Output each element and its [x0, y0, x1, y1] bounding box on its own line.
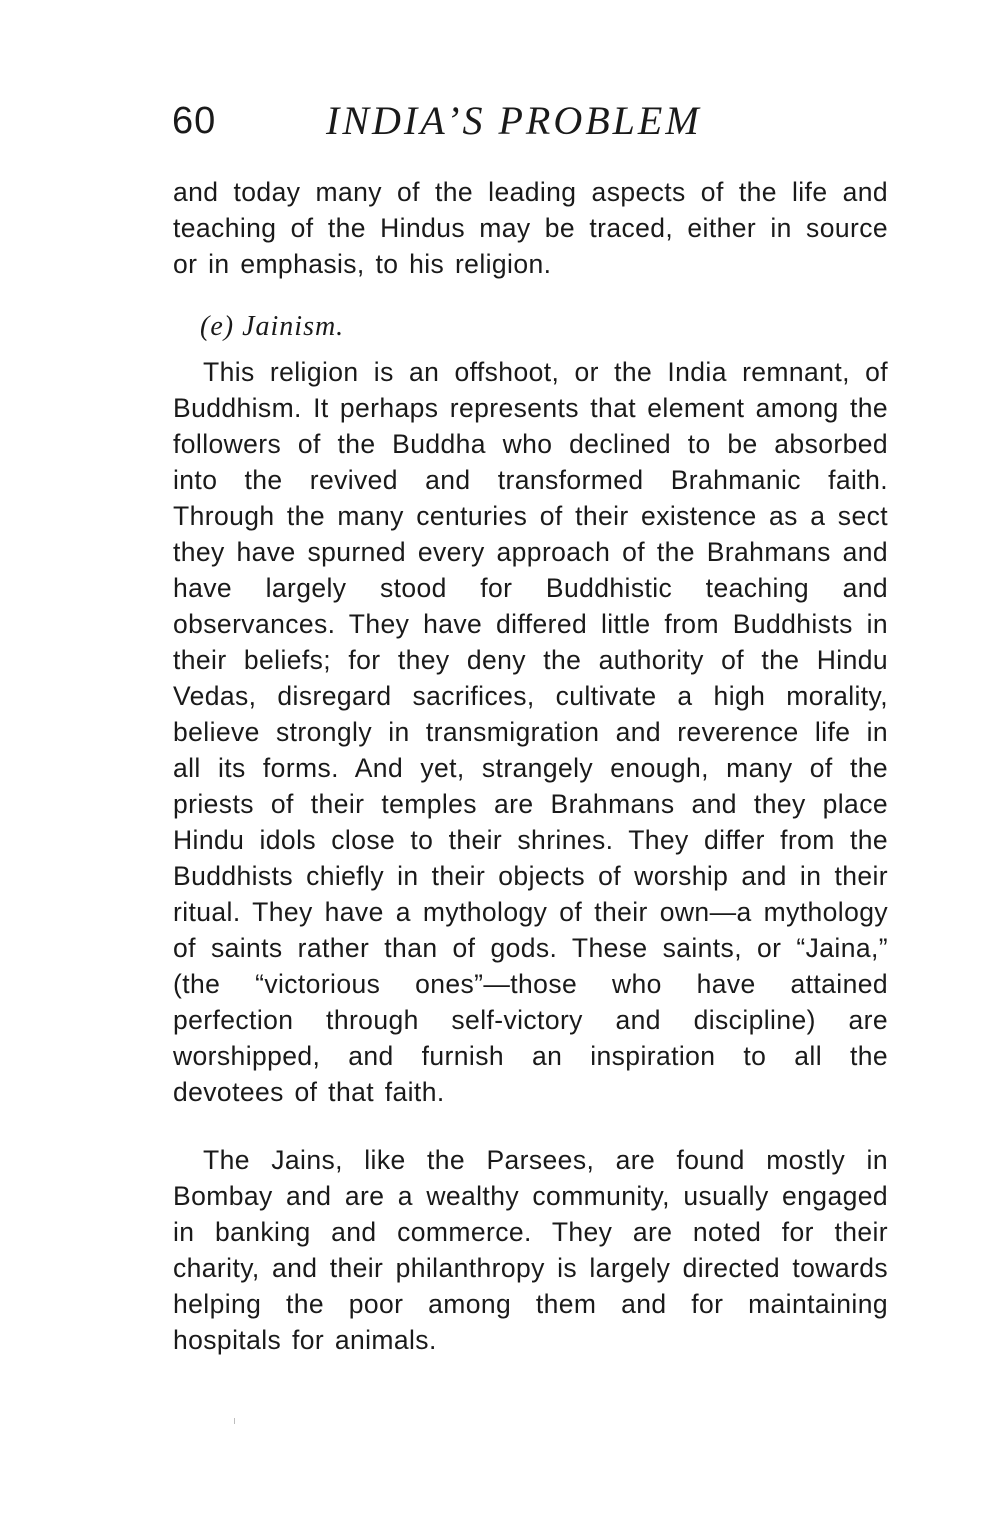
- jainism-paragraph-1: [173, 354, 888, 1110]
- continuation-paragraph: [173, 174, 888, 282]
- jainism-paragraph-2: [173, 1142, 888, 1358]
- paragraph-text: The Jains, like the Parsees, are found mostly in Bombay and are a wealthy community, usually engaged in banking and commerce. They are noted for their charity, and their philanthropy is largely directed towards helping the poor among them and for maintaining hospitals for animals.: [173, 1145, 888, 1355]
- running-title: INDIA’S PROBLEM: [326, 98, 702, 143]
- section-heading: (e) Jainism.: [200, 311, 345, 342]
- paragraph-text: This religion is an offshoot, or the India remnant, of Buddhism. It perhaps represents that element among the followers of the Buddha who declined to be absorbed into the revived and transformed Brahmanic faith. Through the many centuries of their existence as a sect they have spurned every approach of the Brahmans and have largely stood for Buddhistic teaching and observances. They have differed little from Buddhists in their beliefs; for they deny the authority of the Hindu Vedas, disregard sacrifices, cultivate a high morality, believe strongly in transmigration and reverence life in all its forms. And yet, strangely enough, many of the priests of their temples are Brahmans and they place Hindu idols close to their shrines. They differ from the Buddhists chiefly in their objects of worship and in their ritual. They have a mythology of their own—a mythology of saints rather than of gods. These saints, or “Jaina,” (the “victorious ones”—those who have attained perfection through self-victory and discipline) are worshipped, and furnish an inspiration to all the devotees of that faith.: [173, 357, 888, 1107]
- page-number: 60: [172, 100, 217, 142]
- paper-speck: [234, 1418, 235, 1424]
- paragraph-text: and today many of the leading aspects of the life and teaching of the Hindus may be traced, either in source or in emphasis, to his religion.: [173, 177, 888, 279]
